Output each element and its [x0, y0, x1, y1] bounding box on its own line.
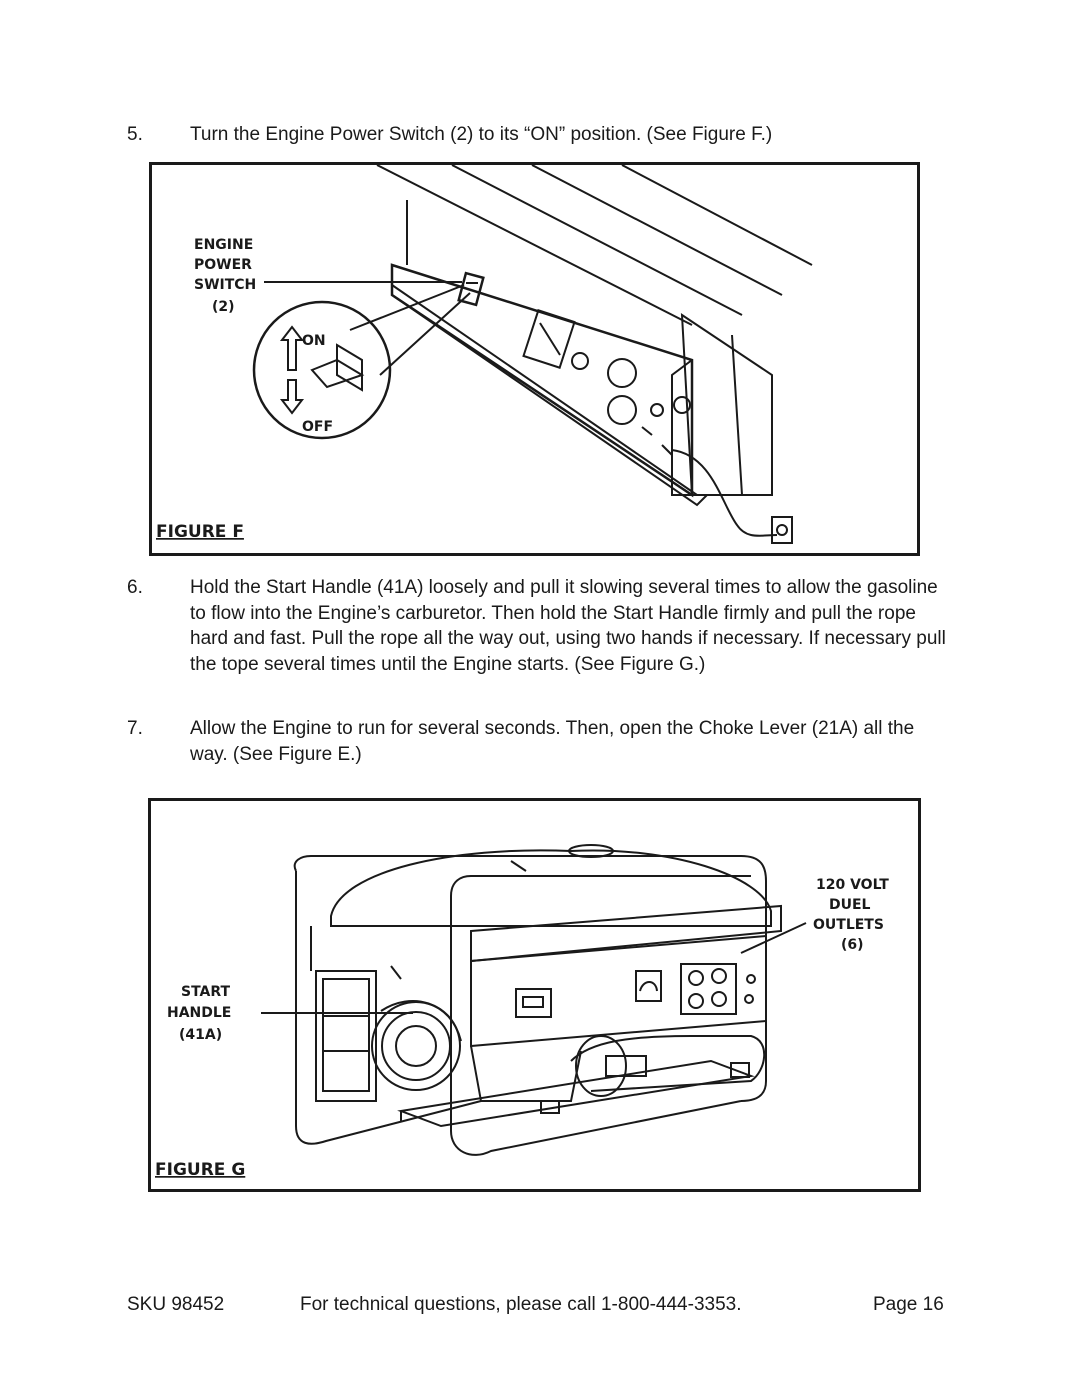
figure-f	[149, 162, 920, 556]
figure-g	[148, 798, 921, 1192]
figure-f-callout-line-4: (2)	[212, 299, 235, 315]
step-5	[127, 122, 957, 148]
figure-g-callout-left-line-2: HANDLE	[167, 1005, 232, 1021]
footer-sku: SKU 98452	[127, 1294, 225, 1315]
figure-g-label: FIGURE G	[155, 1160, 246, 1180]
footer-page: Page 16	[873, 1294, 944, 1315]
figure-g-callout-right-line-2: DUEL	[829, 897, 871, 913]
figure-f-on-label: ON	[302, 333, 326, 349]
figure-f-off-label: OFF	[302, 419, 334, 435]
footer-support: For technical questions, please call 1-800-444-3353.	[300, 1294, 742, 1315]
step-number: 5.	[127, 124, 143, 145]
figure-f-illustration	[152, 165, 917, 553]
figure-f-callout-line-1: ENGINE	[194, 237, 254, 253]
figure-g-illustration	[151, 801, 918, 1189]
step-number: 6.	[127, 577, 143, 598]
figure-g-callout-left-line-1: START	[181, 984, 231, 1000]
figure-f-callout-line-2: POWER	[194, 257, 252, 273]
step-6	[127, 575, 957, 677]
step-text: Hold the Start Handle (41A) loosely and pull it slowing several times to allow the gasoline to flow into the Engine’s carburetor. Then hold the Start Handle firmly and pull the rope hard and fast. Pull the rope all the way out, using two hands if necessary. If necessary pull the tope several times until the Engine starts. (See Figure G.)	[190, 577, 946, 675]
step-number: 7.	[127, 718, 143, 739]
step-text: Turn the Engine Power Switch (2) to its “ON” position. (See Figure F.)	[190, 124, 773, 145]
figure-g-callout-right-line-1: 120 VOLT	[816, 877, 889, 893]
figure-g-callout-left-line-3: (41A)	[179, 1027, 223, 1043]
figure-g-callout-right-line-4: (6)	[841, 937, 864, 953]
step-7	[127, 716, 957, 767]
figure-g-callout-right-line-3: OUTLETS	[813, 917, 884, 933]
figure-f-label: FIGURE F	[156, 522, 244, 542]
step-text: Allow the Engine to run for several seconds. Then, open the Choke Lever (21A) all the way. (See Figure E.)	[190, 718, 915, 765]
figure-f-callout-line-3: SWITCH	[194, 277, 257, 293]
